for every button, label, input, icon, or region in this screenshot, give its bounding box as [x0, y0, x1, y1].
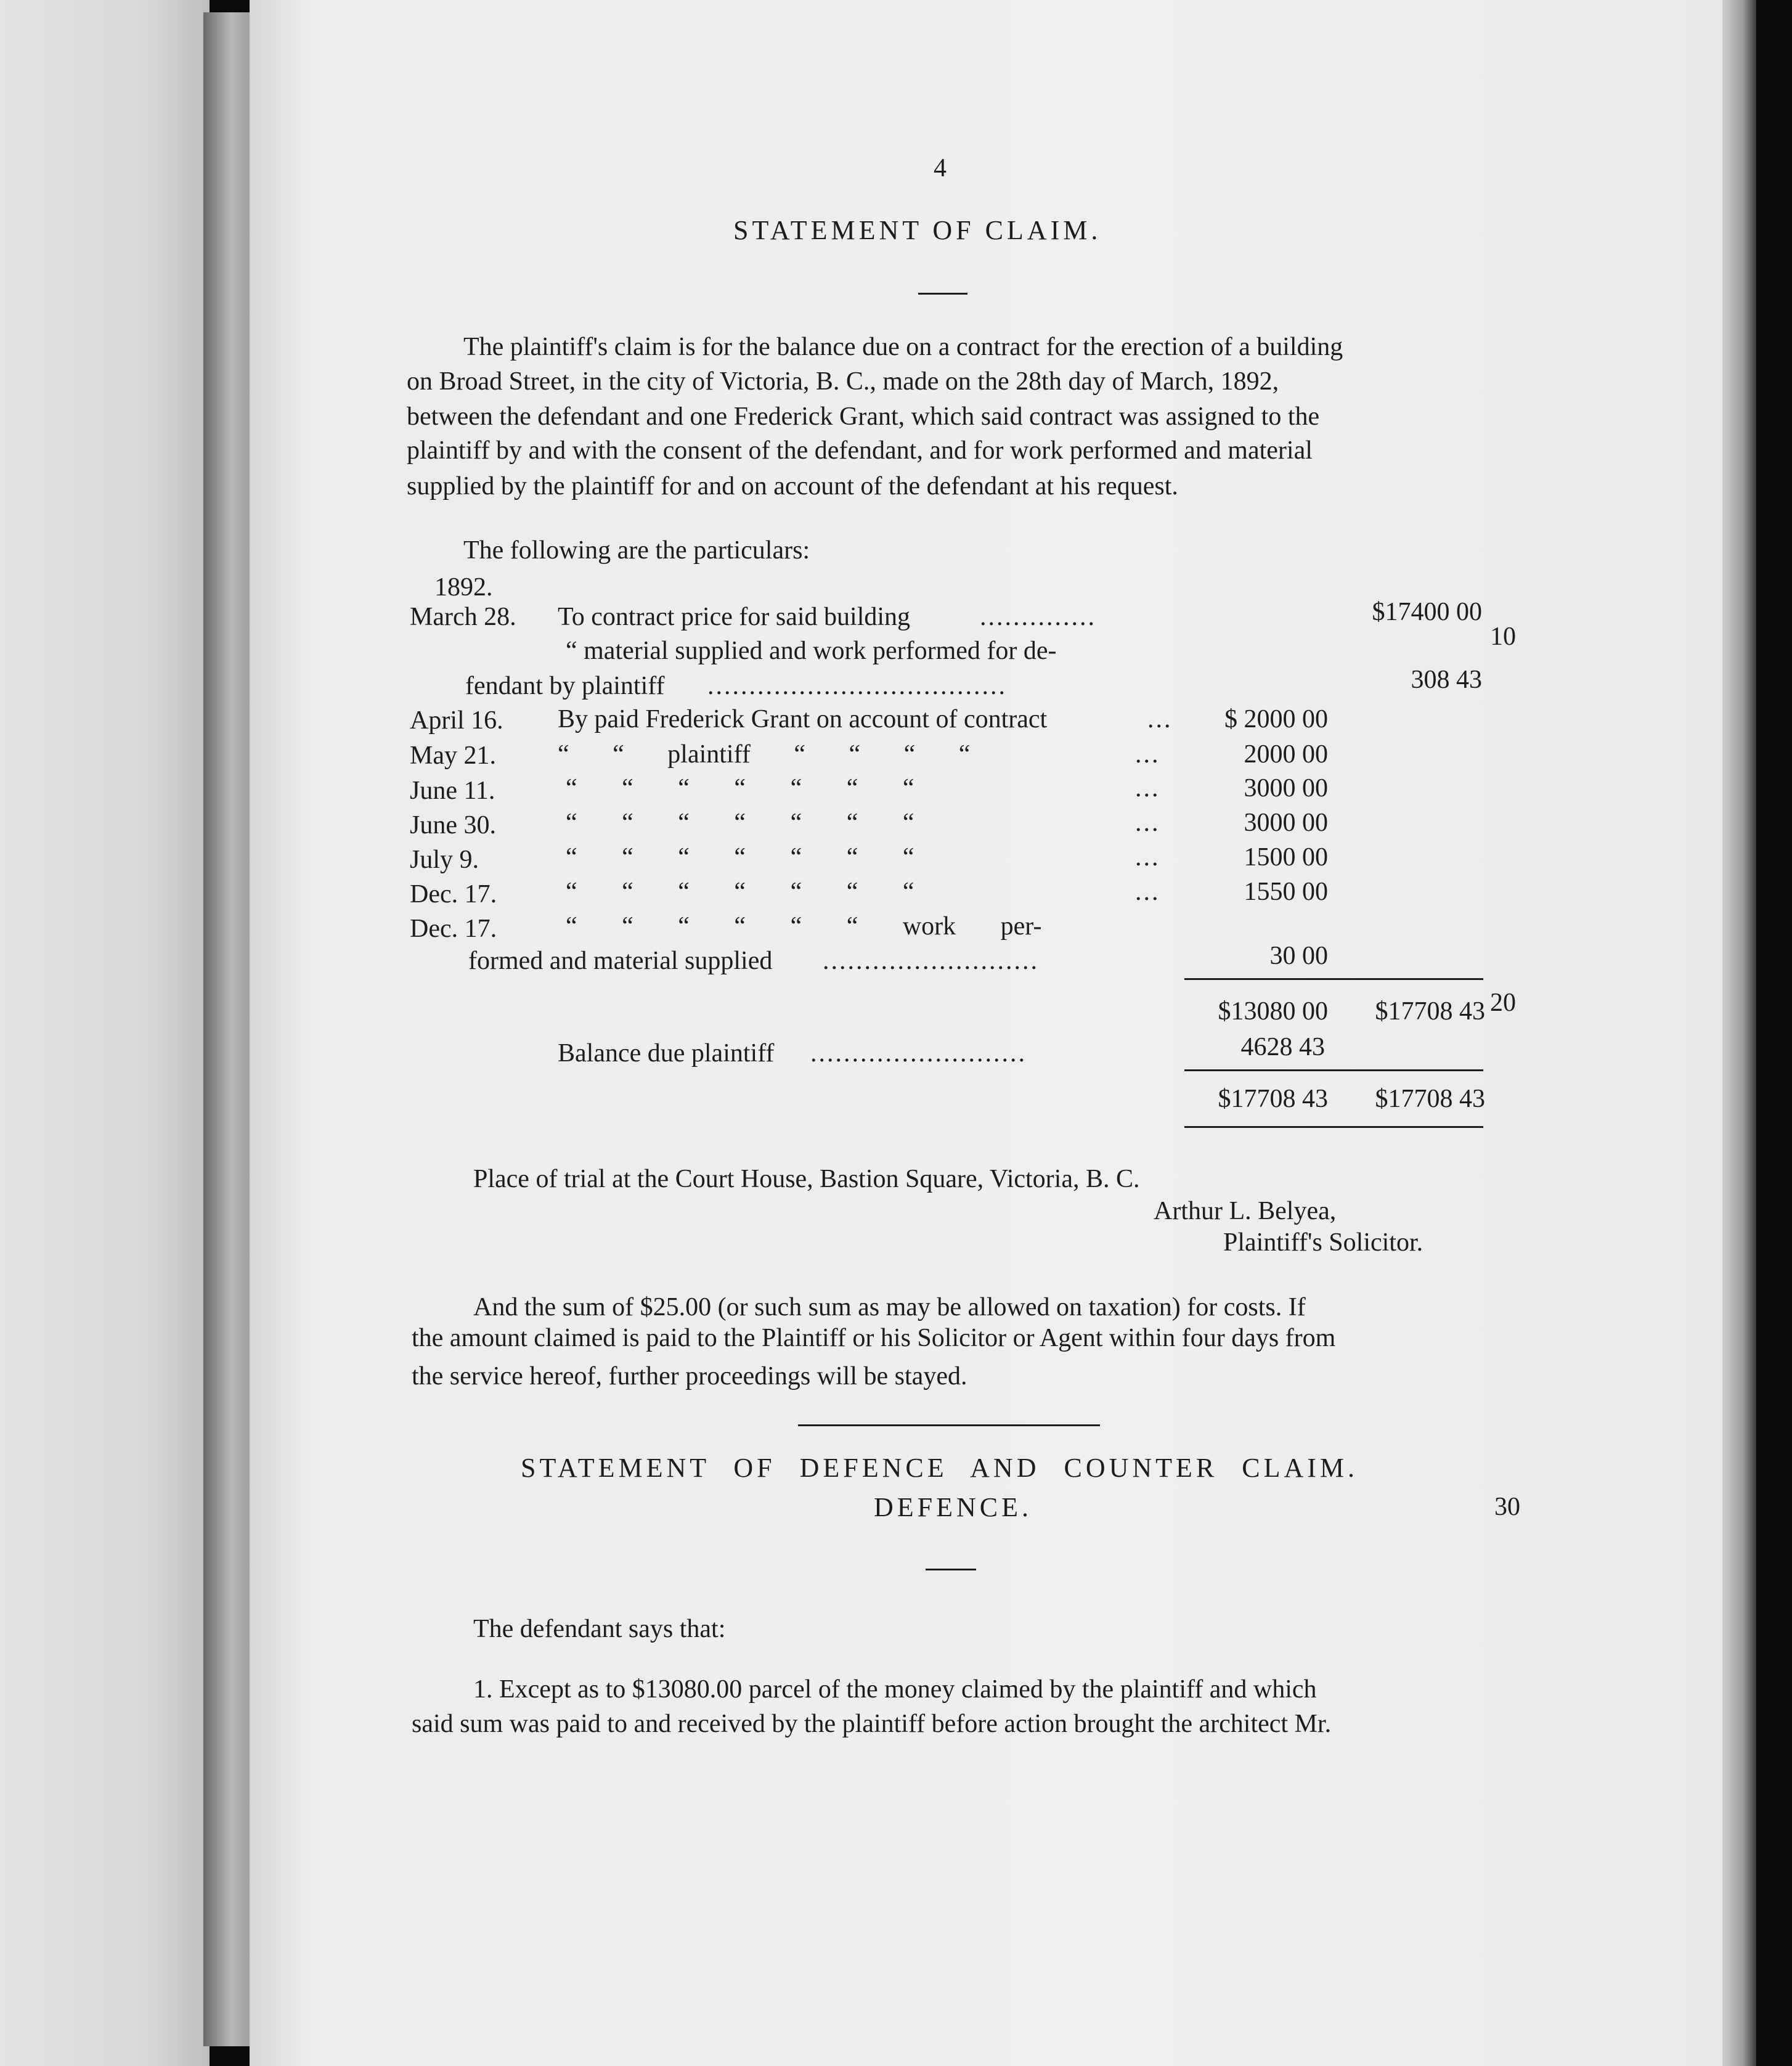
margin-line-number: 10: [1490, 623, 1516, 651]
defence-para-line-2: said sum was paid to and received by the plaintiff before action brought the architect Mr.: [412, 1710, 1332, 1738]
particular-date: July 9.: [410, 846, 479, 874]
grand-total-right: $17708 43: [1375, 1085, 1485, 1113]
particular-leader: ...: [1135, 774, 1160, 802]
particulars-year: 1892.: [434, 573, 493, 602]
total-right: $17708 43: [1375, 997, 1485, 1026]
claim-para-line-5: supplied by the plaintiff for and on account of the defendant at his request.: [407, 472, 1178, 500]
costs-line-3: the service hereof, further proceedings will be stayed.: [412, 1362, 967, 1390]
particular-mid-amount: $ 2000 00: [1224, 705, 1328, 733]
particular-date: March 28.: [410, 603, 516, 631]
costs-line-2: the amount claimed is paid to the Plaintiff or his Solicitor or Agent within four days from: [412, 1324, 1336, 1352]
particular-desc: By paid Frederick Grant on account of contract: [558, 705, 1048, 733]
costs-line-1: And the sum of $25.00 (or such sum as may be allowed on taxation) for costs. If: [473, 1293, 1306, 1321]
heading-defence-counter-claim: STATEMENT OF DEFENCE AND COUNTER CLAIM.: [521, 1453, 1359, 1483]
particular-mid-amount: 30 00: [1269, 942, 1328, 970]
particular-mid-amount: 2000 00: [1244, 740, 1328, 769]
particular-desc: fendant by plaintiff: [465, 672, 665, 700]
margin-line-number: 30: [1494, 1493, 1520, 1521]
grand-total-mid: $17708 43: [1218, 1085, 1328, 1113]
particular-desc: “ “ “ “ “ “ work per-: [566, 912, 1042, 941]
particular-leader: ..........................: [823, 947, 1039, 975]
particular-date: June 30.: [410, 811, 496, 839]
total-mid: $13080 00: [1218, 997, 1328, 1026]
particular-date: June 11.: [410, 777, 495, 805]
particular-date: Dec. 17.: [410, 915, 497, 943]
particular-desc: “ “ “ “ “ “ “: [566, 774, 914, 802]
particular-date: April 16.: [410, 706, 503, 735]
page-number: 4: [934, 154, 947, 182]
book-gutter: [203, 12, 254, 2046]
place-of-trial: Place of trial at the Court House, Bastion Square, Victoria, B. C.: [473, 1165, 1140, 1193]
particular-mid-amount: 1550 00: [1244, 878, 1328, 906]
particular-leader: ...: [1135, 809, 1160, 837]
particular-desc: “ “ “ “ “ “ “: [566, 809, 914, 837]
heading-defence: DEFENCE.: [874, 1492, 1032, 1522]
heading-rule: [918, 293, 967, 295]
particular-right-amount: $17400 00: [1372, 598, 1482, 626]
totals-rule: [1184, 978, 1483, 980]
solicitor-title: Plaintiff's Solicitor.: [1223, 1228, 1423, 1257]
balance-leader: ..........................: [810, 1039, 1027, 1068]
particular-desc: “ material supplied and work performed for de-: [566, 637, 1057, 665]
claim-para-line-4: plaintiff by and with the consent of the defendant, and for work performed and material: [407, 436, 1313, 465]
particular-leader: ...: [1135, 740, 1160, 769]
heading-statement-of-claim: STATEMENT OF CLAIM.: [733, 215, 1102, 245]
facing-page: [0, 0, 210, 2066]
particular-leader: ...: [1135, 878, 1160, 906]
particular-desc: “ “ “ “ “ “ “: [566, 878, 914, 906]
particular-leader: ...: [1147, 705, 1173, 733]
defence-intro: The defendant says that:: [473, 1615, 726, 1643]
particular-desc: “ “ “ “ “ “ “: [566, 843, 914, 872]
solicitor-name: Arthur L. Belyea,: [1154, 1197, 1337, 1225]
document-page: [250, 0, 1722, 2066]
particular-desc: “ “ plaintiff “ “ “ “: [558, 740, 971, 769]
defence-para-line-1: 1. Except as to $13080.00 parcel of the money claimed by the plaintiff and which: [473, 1675, 1317, 1704]
particular-leader: ....................................: [707, 672, 1007, 700]
particular-leader: ...: [1135, 843, 1160, 872]
particular-desc: formed and material supplied: [468, 947, 773, 975]
claim-para-line-2: on Broad Street, in the city of Victoria, B. C., made on the 28th day of March, 1892,: [407, 367, 1279, 396]
balance-label: Balance due plaintiff: [558, 1039, 775, 1068]
particulars-intro: The following are the particulars:: [463, 536, 810, 565]
page-edge: [1722, 0, 1756, 2066]
particular-right-amount: 308 43: [1411, 666, 1482, 694]
particular-mid-amount: 1500 00: [1244, 843, 1328, 872]
balance-amount: 4628 43: [1240, 1033, 1325, 1061]
margin-line-number: 20: [1490, 989, 1516, 1017]
particular-mid-amount: 3000 00: [1244, 774, 1328, 802]
particular-leader: ..............: [980, 603, 1096, 631]
claim-para-line-1: The plaintiff's claim is for the balance due on a contract for the erection of a building: [463, 333, 1343, 361]
section-divider: [798, 1424, 1100, 1426]
grand-total-underline: [1184, 1126, 1483, 1128]
particular-desc: To contract price for said building: [558, 603, 911, 631]
particular-mid-amount: 3000 00: [1244, 809, 1328, 837]
claim-para-line-3: between the defendant and one Frederick Grant, which said contract was assigned to the: [407, 402, 1320, 431]
defence-heading-rule: [926, 1569, 976, 1570]
particular-date: May 21.: [410, 741, 496, 770]
grand-total-rule: [1184, 1069, 1483, 1071]
particular-date: Dec. 17.: [410, 880, 497, 908]
